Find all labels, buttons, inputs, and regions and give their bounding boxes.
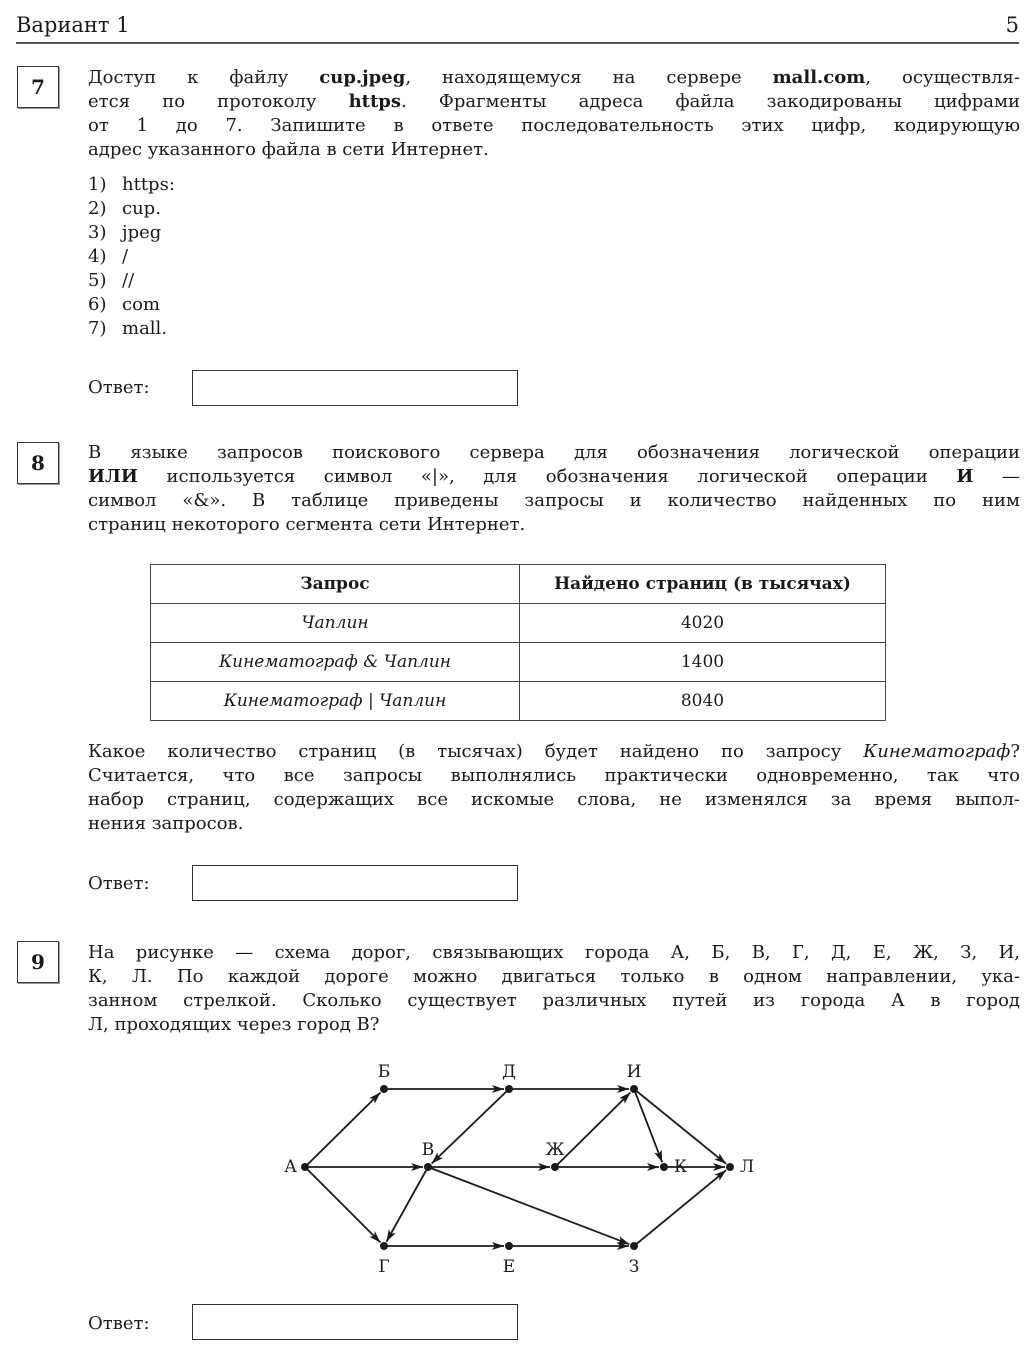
road-edge-В-Г <box>386 1167 428 1242</box>
option-text: cup. <box>122 198 161 219</box>
q7-options <box>88 173 175 341</box>
road-edge-Ж-И <box>555 1093 630 1167</box>
road-edge-Д-В <box>432 1089 509 1164</box>
text-line: от 1 до 7. Запишите в ответе последовательность этих цифр, кодирующую <box>88 115 1020 136</box>
q7-answer-label: Ответ: <box>88 377 150 398</box>
bold-term: cup.jpeg <box>319 67 406 88</box>
table-row <box>151 604 886 643</box>
text-line: На рисунке — схема дорог, связывающих города А, Б, В, Г, Д, Е, Ж, З, И, <box>88 942 1020 963</box>
q9-answer-label: Ответ: <box>88 1313 150 1334</box>
q8-query-table <box>150 564 886 721</box>
text-line: ется по протоколу https. Фрагменты адреса файла закодированы цифрами <box>88 91 1021 112</box>
city-node <box>505 1085 513 1093</box>
road-edge-А-Б <box>305 1093 380 1167</box>
question-number-9: 9 <box>17 941 59 983</box>
text-line: символ «&». В таблице приведены запросы и количество найденных по ним <box>88 490 1020 511</box>
city-label: К <box>674 1157 688 1177</box>
variant-title: Вариант 1 <box>16 13 130 37</box>
option-number: 4) <box>88 246 107 267</box>
city-node <box>505 1242 513 1250</box>
road-edge-В-З <box>428 1167 629 1244</box>
city-label: Б <box>377 1062 391 1082</box>
text-line: Доступ к файлу cup.jpeg, находящемуся на сервере mall.com, осуществля- <box>88 67 1020 88</box>
bold-term: https <box>348 91 402 112</box>
text-line: Л, проходящих через город В? <box>88 1014 380 1035</box>
question-number-7: 7 <box>17 66 59 108</box>
city-node <box>551 1163 559 1171</box>
page-header <box>16 8 1019 44</box>
option-text: jpeg <box>122 222 162 243</box>
text-line: К, Л. По каждой дороге можно двигаться только в одном направлении, ука- <box>88 966 1020 987</box>
text-line: Какое количество страниц (в тысячах) будет найдено по запросу Кинематограф? <box>88 741 1020 762</box>
query-cell: Чаплин <box>151 604 520 643</box>
city-node <box>630 1242 638 1250</box>
count-cell: 4020 <box>520 604 886 643</box>
option-text: / <box>122 246 129 267</box>
city-label: Ж <box>545 1140 565 1160</box>
road-graph <box>270 1050 770 1280</box>
city-node <box>424 1163 432 1171</box>
city-label: А <box>284 1157 297 1177</box>
q7-text <box>88 66 1020 162</box>
q9-answer-input[interactable] <box>192 1304 518 1340</box>
city-node <box>380 1085 388 1093</box>
text-line: ИЛИ используется символ «|», для обозначения логической операции И — <box>88 466 1020 487</box>
q7-answer-input[interactable] <box>192 370 518 406</box>
q8-answer-label: Ответ: <box>88 873 150 894</box>
option-item <box>88 197 175 221</box>
city-node <box>380 1242 388 1250</box>
query-cell: Кинематограф & Чаплин <box>151 643 520 682</box>
query-cell: Кинематограф | Чаплин <box>151 682 520 721</box>
option-item <box>88 221 175 245</box>
q8-question-text <box>88 740 1020 836</box>
question-number-8: 8 <box>17 442 59 484</box>
city-label: Д <box>502 1062 516 1082</box>
city-node <box>301 1163 309 1171</box>
city-label: Е <box>502 1257 516 1277</box>
bold-term: И <box>956 466 974 487</box>
city-label: Г <box>378 1257 390 1277</box>
city-node <box>630 1085 638 1093</box>
bold-term: ИЛИ <box>88 466 138 487</box>
option-item <box>88 317 175 341</box>
option-text: https: <box>122 174 175 195</box>
text-line: нения запросов. <box>88 813 244 834</box>
option-item <box>88 173 175 197</box>
city-label: Л <box>740 1157 755 1177</box>
option-text: // <box>122 270 135 291</box>
city-label: В <box>421 1140 435 1160</box>
city-node <box>726 1163 734 1171</box>
option-item <box>88 269 175 293</box>
q8-text <box>88 441 1020 537</box>
road-edge-З-Л <box>634 1170 726 1246</box>
city-label: З <box>628 1257 640 1277</box>
option-text: com <box>122 294 160 315</box>
q9-text <box>88 941 1020 1037</box>
table-row <box>151 682 886 721</box>
page-number: 5 <box>1005 13 1019 37</box>
bold-term: mall.com <box>772 67 866 88</box>
option-item <box>88 293 175 317</box>
column-header-count: Найдено страниц (в тысячах) <box>520 565 886 604</box>
count-cell: 8040 <box>520 682 886 721</box>
text-line: страниц некоторого сегмента сети Интернет. <box>88 514 526 535</box>
text-line: Считается, что все запросы выполнялись практически одновременно, так что <box>88 765 1020 786</box>
text-line: набор страниц, содержащих все искомые слова, не изменялся за время выпол- <box>88 789 1020 810</box>
city-node <box>660 1163 668 1171</box>
table-row <box>151 643 886 682</box>
text-line: занном стрелкой. Сколько существует различных путей из города А в город <box>88 990 1020 1011</box>
option-text: mall. <box>122 318 168 339</box>
option-number: 1) <box>88 174 107 195</box>
text-line: адрес указанного файла в сети Интернет. <box>88 139 489 160</box>
q8-answer-input[interactable] <box>192 865 518 901</box>
text-line: В языке запросов поискового сервера для обозначения логической операции <box>88 442 1020 463</box>
table-header-row <box>151 565 886 604</box>
column-header-query: Запрос <box>151 565 520 604</box>
option-number: 6) <box>88 294 107 315</box>
option-number: 3) <box>88 222 107 243</box>
option-number: 5) <box>88 270 107 291</box>
italic-term: Кинематограф <box>863 741 1011 762</box>
option-number: 2) <box>88 198 107 219</box>
option-number: 7) <box>88 318 107 339</box>
road-edge-А-Г <box>305 1167 380 1242</box>
option-item <box>88 245 175 269</box>
city-label: И <box>626 1062 642 1082</box>
count-cell: 1400 <box>520 643 886 682</box>
